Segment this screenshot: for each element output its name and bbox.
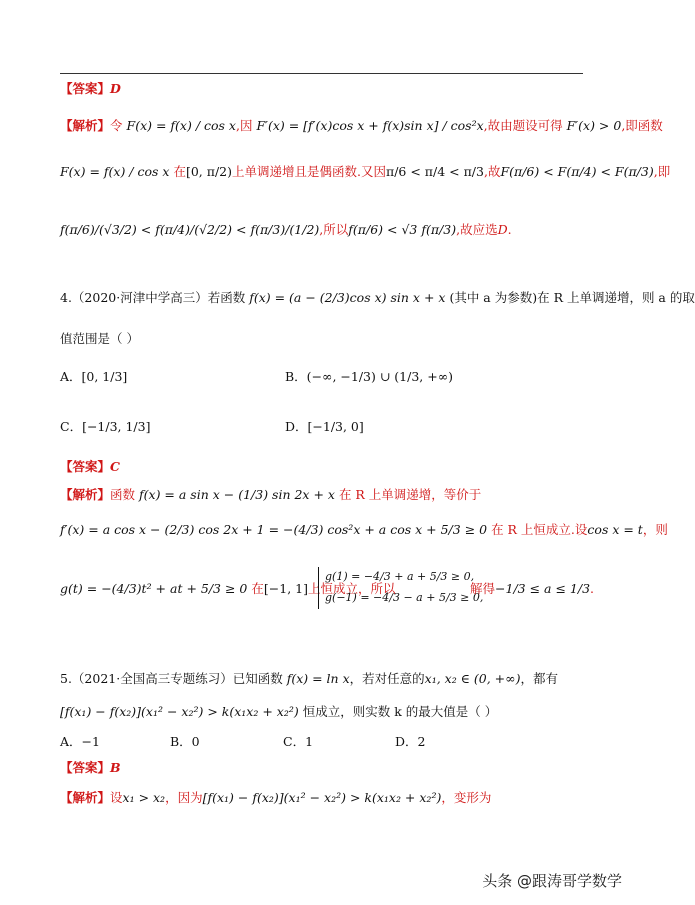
math: F′(x) > 0 [566,118,622,133]
q4-analysis-result [470,583,594,596]
answer-tag: 【答案】 [60,81,111,96]
q3-answer-line [60,83,121,96]
text: ,所以 [319,222,349,237]
option-text: B．(−∞, −1/3) ∪ (1/3, +∞) [285,369,453,384]
q5-answer-line [60,762,121,775]
system-line: g(−1) = −4/3 − a + 5/3 ≥ 0, [325,590,484,604]
q4-analysis-line1 [60,489,481,502]
q5-option-a[interactable] [60,736,100,749]
text: 5.（2021·全国高三专题练习）已知函数 [60,671,283,686]
text: ，则 [642,522,668,537]
analysis-tag: 【解析】 [60,118,111,133]
q4-stem-line2 [60,333,139,346]
option-text: A．−1 [60,734,100,749]
option-text: B．0 [170,734,200,749]
text: . [590,581,595,596]
text: ,即 [653,164,671,179]
math: g(t) = −(4/3)t² + at + 5/3 ≥ 0 [60,581,248,596]
text: ，变形为 [441,790,492,805]
q3-analysis-line2 [60,166,670,179]
answer-value: B [110,760,121,775]
option-text: C．[−1/3, 1/3] [60,419,151,434]
text: D [497,222,508,237]
text: ,即函数 [621,118,663,133]
q5-option-b[interactable] [170,736,200,749]
text: 在 R 上恒成立.设 [491,522,588,537]
text: ,因 [235,118,253,133]
text: ,故由题设可得 [483,118,563,133]
q5-stem-line1 [60,673,558,686]
q4-option-d[interactable] [285,421,364,434]
q5-analysis-line1 [60,792,491,805]
text: 4.（2020·河津中学高三）若函数 [60,290,246,305]
math: cos x = t [587,522,643,537]
text: . [507,222,512,237]
analysis-tag: 【解析】 [60,790,111,805]
text: ，因为 [165,790,203,805]
q4-analysis-line2 [60,524,668,537]
q5-option-c[interactable] [283,736,313,749]
text: (其中 a 为参数)在 R 上单调递增，则 a 的取 [449,290,695,305]
q4-answer-line [60,461,120,474]
math: f(x) = a sin x − (1/3) sin 2x + x [139,487,335,502]
math: π/6 < π/4 < π/3 [385,164,484,179]
math: f(π/6)/(√3/2) < f(π/4)/(√2/2) < f(π/3)/(1/2) [60,222,320,237]
math: −1/3 ≤ a ≤ 1/3 [495,581,591,596]
system-line: g(1) = −4/3 + a + 5/3 ≥ 0, [325,570,475,583]
math: [0, π/2) [185,164,232,179]
option-text: D．2 [395,734,426,749]
q4-option-b[interactable] [285,371,453,384]
text: 上恒成立，所以 [307,581,396,596]
answer-tag: 【答案】 [60,459,111,474]
math: x₁ > x₂ [122,790,166,805]
text: ,故 [483,164,501,179]
math: [−1, 1] [263,581,308,596]
text: 令 [110,118,123,133]
math: F(x) = f(x) / cos x [126,118,236,133]
text: 在 [251,581,264,596]
answer-value: D [110,81,121,96]
answer-value: C [110,459,120,474]
option-text: A．[0, 1/3] [60,369,128,384]
q3-analysis-line1 [60,120,663,133]
math: [f(x₁) − f(x₂)](x₁² − x₂²) > k(x₁x₂ + x₂²) [60,704,299,719]
q4-stem-line1 [60,292,695,305]
math: [f(x₁) − f(x₂)](x₁² − x₂²) > k(x₁x₂ + x₂²) [202,790,442,805]
text: ，若对任意的 [349,671,425,686]
q4-option-a[interactable] [60,371,127,384]
math: F(π/6) < F(π/4) < F(π/3) [500,164,654,179]
q5-option-d[interactable] [395,736,425,749]
text: 值范围是（ ） [60,331,139,346]
q4-inequality-system [318,567,483,609]
watermark: 头条 @跟涛哥学数学 [482,872,622,890]
answer-tag: 【答案】 [60,760,111,775]
analysis-tag: 【解析】 [60,487,111,502]
text: ,故应选 [456,222,498,237]
text: ，都有 [520,671,558,686]
math: F′(x) = [f′(x)cos x + f(x)sin x] / cos²x [256,118,484,133]
text: 解得 [470,581,496,596]
option-text: C．1 [283,734,314,749]
top-divider [60,73,583,74]
text: 恒成立，则实数 k 的最大值是（ ） [302,704,498,719]
text: 在 R 上单调递增，等价于 [338,487,482,502]
math: x₁, x₂ ∈ (0, +∞) [424,671,521,686]
q5-stem-line2 [60,706,497,719]
q4-option-c[interactable] [60,421,150,434]
text: 设 [110,790,123,805]
text: 函数 [110,487,136,502]
q3-analysis-line3 [60,224,512,237]
math: f(π/6) < √3 f(π/3) [348,222,457,237]
text: 在 [173,164,186,179]
math: f′(x) = a cos x − (2/3) cos 2x + 1 = −(4/3) cos²x + a cos x + 5/3 ≥ 0 [60,522,488,537]
math: F(x) = f(x) / cos x [60,164,170,179]
math: f(x) = (a − (2/3)cos x) sin x + x [249,290,446,305]
math: f(x) = ln x [286,671,350,686]
option-text: D．[−1/3, 0] [285,419,364,434]
text: 上单调递增且是偶函数.又因 [232,164,386,179]
